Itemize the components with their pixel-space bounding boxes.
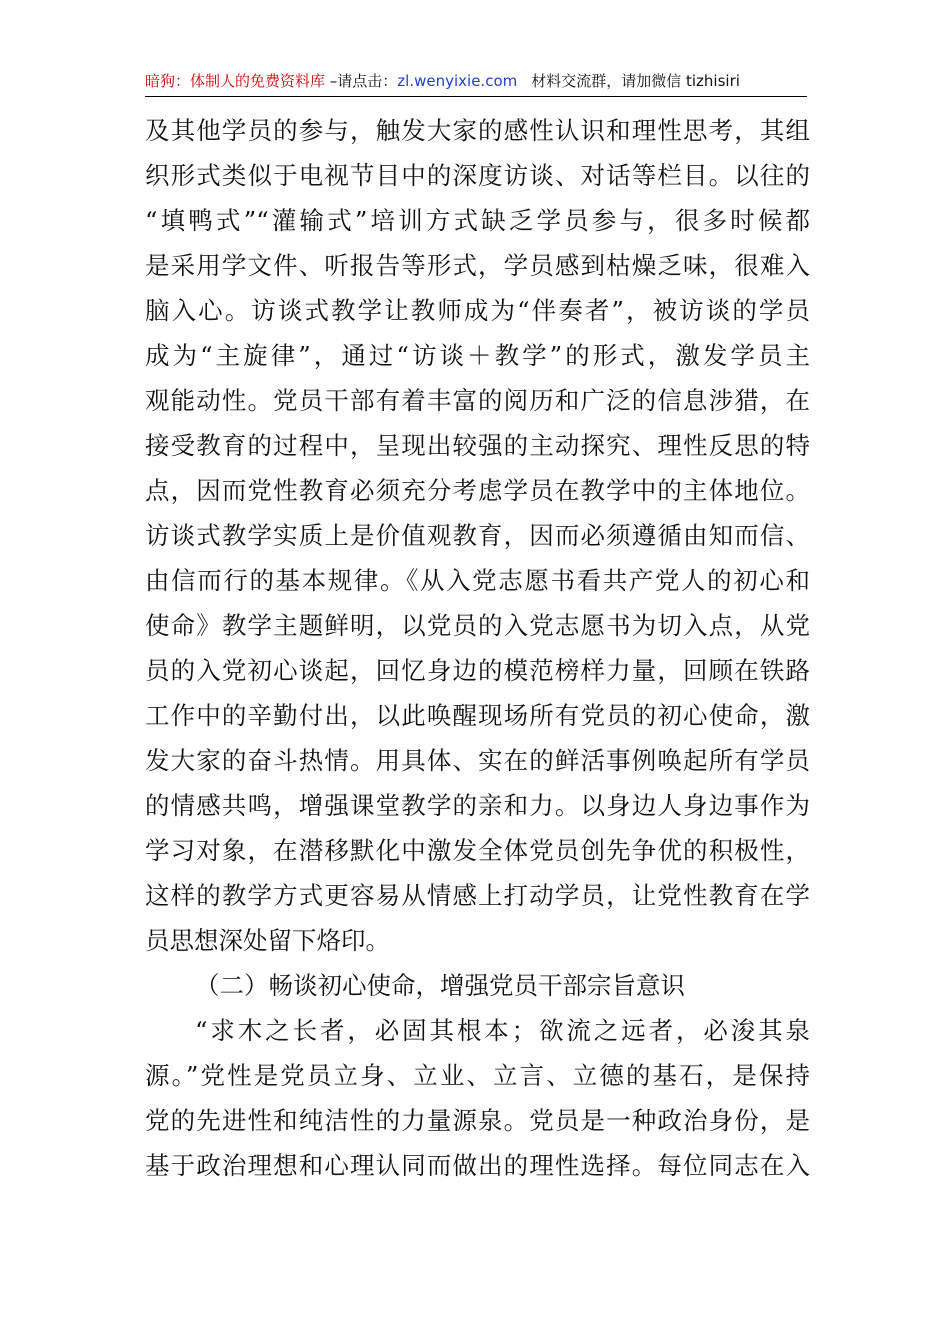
body-line: 党的先进性和纯洁性的力量源泉。党员是一种政治身份，是 <box>145 1106 810 1135</box>
body-line: 是采用学文件、听报告等形式，学员感到枯燥乏味，很难入 <box>145 251 810 280</box>
header-click-prompt: –请点击： <box>325 72 398 90</box>
body-line: “填鸭式”“灌输式”培训方式缺乏学员参与，很多时候都 <box>145 206 810 235</box>
body-line: 及其他学员的参与，触发大家的感性认识和理性思考，其组 <box>145 116 810 145</box>
body-line: 观能动性。党员干部有着丰富的阅历和广泛的信息涉猎，在 <box>145 386 810 415</box>
body-line: 学习对象，在潜移默化中激发全体党员创先争优的积极性， <box>145 836 810 865</box>
body-line: 使命》教学主题鲜明，以党员的入党志愿书为切入点，从党 <box>145 611 810 640</box>
header-url-link[interactable]: zl.wenyixie.com <box>397 72 518 90</box>
body-line: 员的入党初心谈起，回忆身边的模范榜样力量，回顾在铁路 <box>145 656 810 685</box>
body-line: “求木之长者，必固其根本；欲流之远者，必浚其泉 <box>195 1016 810 1045</box>
body-line: 工作中的辛勤付出，以此唤醒现场所有党员的初心使命，激 <box>145 701 810 730</box>
body-line: 点，因而党性教育必须充分考虑学员在教学中的主体地位。 <box>145 476 810 505</box>
body-line: 发大家的奋斗热情。用具体、实在的鲜活事例唤起所有学员 <box>145 746 810 775</box>
body-line: 这样的教学方式更容易从情感上打动学员，让党性教育在学 <box>145 881 810 910</box>
body-line: 织形式类似于电视节目中的深度访谈、对话等栏目。以往的 <box>145 161 810 190</box>
body-line: 脑入心。访谈式教学让教师成为“伴奏者”，被访谈的学员 <box>145 296 810 325</box>
document-body <box>145 108 810 1188</box>
body-line: 基于政治理想和心理认同而做出的理性选择。每位同志在入 <box>145 1151 810 1180</box>
page-header <box>145 66 807 97</box>
body-line: 成为“主旋律”，通过“访谈＋教学”的形式，激发学员主 <box>145 341 810 370</box>
header-site-name: 暗狗：体制人的免费资料库 <box>145 72 326 90</box>
body-line: 访谈式教学实质上是价值观教育，因而必须遵循由知而信、 <box>145 521 810 550</box>
section-heading: （二）畅谈初心使命，增强党员干部宗旨意识 <box>195 971 685 1000</box>
body-line: 接受教育的过程中，呈现出较强的主动探究、理性反思的特 <box>145 431 810 460</box>
body-line: 的情感共鸣，增强课堂教学的亲和力。以身边人身边事作为 <box>145 791 810 820</box>
body-line: 员思想深处留下烙印。 <box>145 926 390 955</box>
header-wechat-note: 材料交流群，请加微信 tizhisiri <box>531 72 740 90</box>
body-line: 源。”党性是党员立身、立业、立言、立德的基石，是保持 <box>145 1061 810 1090</box>
body-line: 由信而行的基本规律。《从入党志愿书看共产党人的初心和 <box>145 566 810 595</box>
